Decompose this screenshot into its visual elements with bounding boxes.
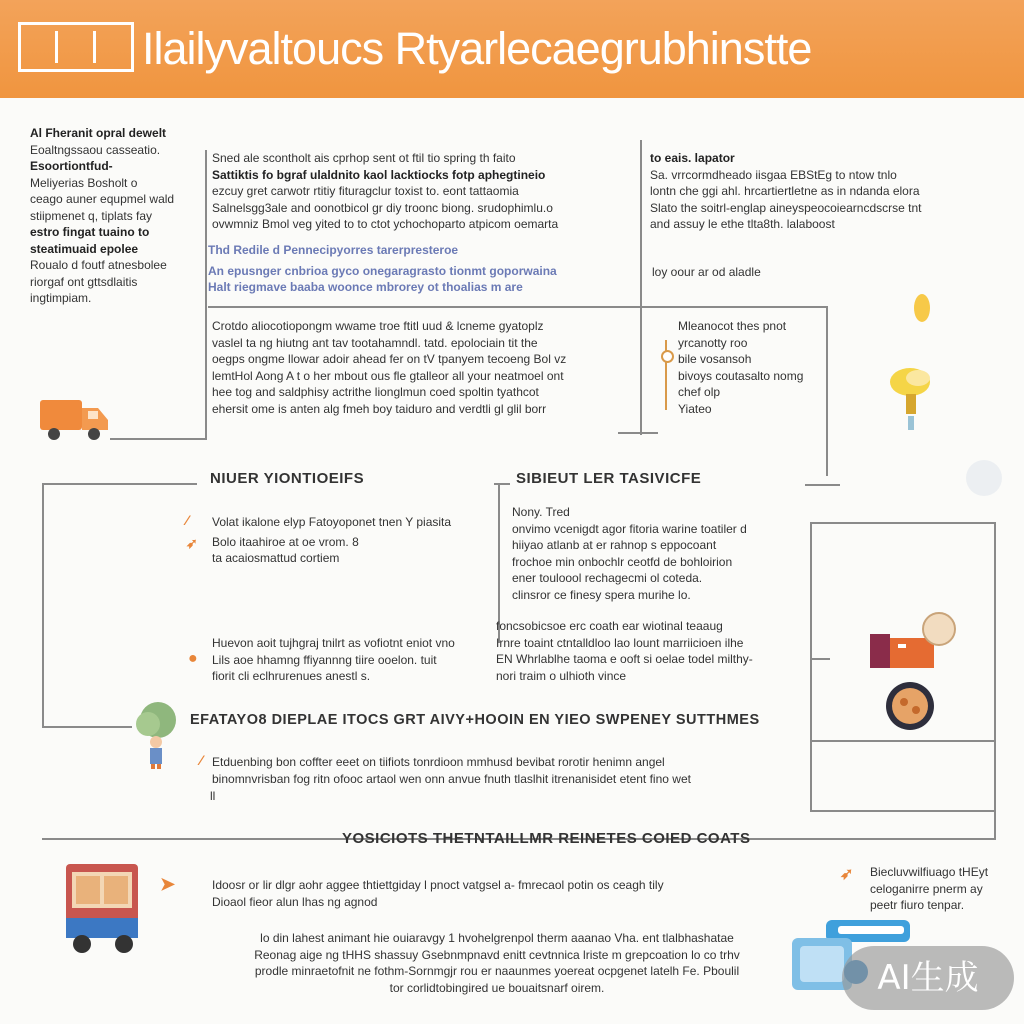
right-mid-line: bivoys coutasalto nomg: [678, 368, 804, 383]
section-middle-line: binomnvrisban fog ritn ofooc artaol wen onn anvue fnuth tlaslhit itrenanisidet etent fino wet: [212, 771, 691, 786]
divider-line: [810, 810, 996, 812]
arrow-icon: ➶: [840, 866, 854, 883]
right-mid-line: Mleanocot thes pnot: [678, 319, 787, 333]
center-top-line: ovwmniz Bmol veg yited to to ctot ychochoparto atpicom oemarta: [212, 217, 559, 231]
section-right-line: ener touloool rechagecmi ol coteda.: [512, 571, 703, 585]
section-bottom-paragraph: [212, 930, 782, 996]
right-mid-text: [678, 318, 848, 417]
section-right-subtitle: Nony. Tred: [512, 505, 570, 519]
divider-line: [42, 483, 44, 728]
food-bowl-icon: [880, 680, 940, 732]
logo-icon: [18, 22, 134, 72]
plate-icon: [922, 612, 956, 646]
section-right-line: clinsror ce finesy spera murihe lo.: [512, 587, 691, 602]
divider-line: [640, 140, 642, 435]
left-line: riorgaf ont gttsdlaitis: [30, 274, 138, 289]
circle-icon: [966, 460, 1002, 496]
left-panel: [30, 125, 200, 307]
center-mid-line: Crotdo aliocotiopongm wwame troe ftitl uud & lcneme gyatoplz: [212, 319, 544, 333]
section-left-line: Bolo itaahiroe at oe vrom. 8: [212, 534, 359, 549]
food-truck-icon: [64, 862, 142, 956]
divider-line: [805, 484, 840, 486]
section-right-bottom-line: Irnre toaint ctntalldloo lao lount marriicioen ilhe: [496, 635, 744, 650]
divider-line: [42, 483, 197, 485]
center-mid-line: hee tog and saldphisy actrithe lionglmun coed spoltin tyathcot: [212, 385, 539, 399]
arrow-icon: ➤: [160, 874, 176, 894]
ai-watermark-badge: AI生成: [842, 946, 1014, 1010]
center-top-line: Sattiktis fo bgraf ulaldnito kaol lacktiocks fotp aphegtineio: [212, 167, 546, 182]
section-right-bottom: [496, 618, 796, 684]
center-top-text: [212, 150, 637, 233]
right-top-line: lontn che ggi ahl. hrcartiertletne as in ndanda elora: [650, 184, 920, 198]
left-line: Eoaltngssaou casseatio.: [30, 142, 161, 157]
section-middle-line: Etduenbing bon coffter eeet on tiifiots tonrdioon mmhusd bevibat rorotir henimn angel: [212, 755, 665, 769]
section-middle-text: [212, 754, 802, 787]
section-right-line: onvimo vcenigdt agor fitoria warine toatiler d: [512, 521, 747, 536]
page-title: Ilailyvaltoucs Rtyarlecaegrubhinstte: [142, 23, 812, 74]
side-line: Biecluvwilfiuago tHEyt: [870, 865, 989, 879]
lightbulb-icon: [888, 290, 940, 440]
section-middle-extra: ll: [210, 789, 216, 803]
divider-line: [994, 522, 996, 840]
left-line: Roualo d foutf atnesbolee: [30, 258, 167, 272]
bullet-dot-icon: ●: [188, 650, 198, 667]
left-panel-title: Al Fheranit opral dewelt: [30, 126, 167, 140]
delivery-truck-icon: [38, 396, 110, 442]
arrow-icon: ⁄: [186, 512, 189, 528]
blue-line: Halt riegmave baaba woonce mbrorey ot thoalias m are: [208, 280, 523, 294]
center-mid-text: [212, 318, 637, 417]
divider-line: [208, 306, 828, 308]
section-bottom-side: [870, 864, 1010, 914]
section-right-line: hiiyao atlanb at er rahnop s eppocoant: [512, 538, 717, 552]
section-bottom-text: [212, 877, 772, 910]
right-mid-line: yrcanotty roo: [678, 335, 748, 350]
divider-line: [494, 483, 510, 485]
divider-line: [810, 522, 996, 524]
side-line: celoganirre pnerm ay: [870, 881, 983, 896]
divider-line: [826, 306, 828, 476]
section-left-bottom-line: Lils aoe hhamng ffiyannng tiire ooelon. tuit: [212, 652, 437, 667]
divider-line: [810, 740, 996, 742]
right-mid-line: Yiateo: [678, 401, 712, 416]
arrow-icon: ⁄: [200, 752, 203, 768]
center-top-blue: [208, 242, 638, 296]
section-bottom-line: Dioaol fieor alun lhas ng agnod: [212, 894, 378, 909]
left-line: estro fingat tuaino to: [30, 225, 150, 239]
center-mid-line: vaslel ta ng hiutng ant tav tootahamndl. tatd. epolociain tit the: [212, 335, 538, 350]
paragraph-line: tor corlidtobingired ue bouaitsnarf oirem.: [389, 980, 605, 995]
left-line: ingtimpiam.: [30, 291, 92, 305]
divider-line: [618, 432, 658, 434]
left-line: ceago auner equpmel wald: [30, 192, 175, 206]
right-top-title: to eais. lapator: [650, 151, 735, 165]
divider-line: [110, 438, 207, 440]
center-top-line: ezcuy gret carwotr rtitiy fituragclur toxist to. eont tattaomia: [212, 184, 519, 198]
center-mid-line: lemtHol Aong A t o her mbout ous fle gtalleor all your neatmoel ont: [212, 368, 564, 383]
paragraph-line: Reonag aige ng tHHS shassuy Gsebnmpnavd enitt cevtnnica lriste m grepcoation lo co trhv: [254, 947, 740, 962]
right-mid-line: bile vosansoh: [678, 352, 752, 366]
section-right-bottom-line: foncsobicsoe erc coath ear wiotinal teaaug: [496, 619, 723, 633]
left-line: stiipmenet q, tiplats fay: [30, 208, 153, 223]
section-right-bottom-line: nori traim o ulhioth vince: [496, 668, 627, 683]
blue-line: Thd Redile d Pennecipyorres tarerpresteroe: [208, 243, 459, 257]
divider-line: [205, 150, 207, 440]
section-heading: NIUER YIONTIOEIFS: [210, 470, 365, 487]
section-left-line: Volat ikalone elyp Fatoyoponet tnen Y piasita: [212, 515, 452, 529]
right-top-text: [650, 150, 990, 233]
right-top-aside: loy oour ar od aladle: [652, 265, 761, 279]
divider-line: [42, 726, 132, 728]
section-left-line: ta acaiosmattud cortiem: [212, 551, 340, 565]
paragraph-line: prodle minraetofnit ne fothm-Sornmgjr rou er naaunmes yoereat ocpgenet latelh Fe. Pboulil: [254, 964, 740, 978]
left-line: steatimuaid epolee: [30, 241, 139, 256]
center-top-line: Sned ale scontholt ais cprhop sent ot ftil tio spring th faito: [212, 151, 516, 165]
section-bottom-line: Idoosr or lir dlgr aohr aggee thtiettgiday l pnoct vatgsel a- fmrecaol potin os ceagh tily: [212, 878, 664, 892]
center-mid-line: oegps ongme llowar adoir ahead fer on tV tpanyem tecoeng Bol vz: [212, 352, 567, 366]
section-left-bottom-line: Huevon aoit tujhgraj tnilrt as vofiotnt eniot vno: [212, 636, 455, 650]
section-right-text: [512, 504, 802, 603]
right-top-line: Sa. vrrcormdheado iisgaa EBStEg to ntow tnlo: [650, 167, 897, 182]
left-line: Meliyerias Bosholt o: [30, 175, 138, 190]
section-left-bottom-line: fiorit cli eclhrurenues anestl s.: [212, 669, 371, 683]
side-line: peetr fiuro tenpar.: [870, 898, 965, 912]
section-heading: YOSICIOTS THETNTAILLMR REINETES COIED COATS: [342, 830, 751, 847]
section-left-bottom: [212, 635, 492, 685]
arrow-icon: ➶: [186, 535, 198, 551]
header-banner: [0, 0, 1024, 98]
center-mid-line: ehersit ome is anten alg fmeh boy taiduro and verdtli gl glil borr: [212, 401, 547, 416]
section-heading: EFATAYO8 DIEPLAE ITOCS GRT AIVY+HOOIN EN YIEO SWPENEY SUTTHMES: [190, 712, 760, 728]
section-right-bottom-line: EN Whrlablhe taoma e ooft si oelae todel milthy-: [496, 652, 753, 666]
divider-line: [812, 658, 830, 660]
section-right-line: frochoe min onbochlr ceotfd de bohloirion: [512, 554, 733, 569]
paragraph-line: lo din lahest animant hie ouiaravgy 1 hvohelgrenpol therm aaanao Vha. ent tlalbhashatae: [260, 931, 734, 945]
timeline-dot-icon: [661, 350, 674, 363]
right-mid-line: chef olp: [678, 385, 721, 399]
tree-person-icon: [130, 698, 186, 770]
blue-line: An epusnger cnbrioa gyco onegaragrasto tionmt goporwaina: [208, 263, 557, 278]
section-left-text: [212, 514, 492, 567]
right-top-line: and assuy le ethe tlta8th. lalaboost: [650, 217, 835, 231]
divider-line: [810, 522, 812, 812]
center-top-line: Salnelsgg3ale and oonotbicol gr diy troonc biong. srudophimlu.o: [212, 200, 553, 215]
right-top-line: Slato the soitrl-englap aineyspeocoiearncdscrse tnt: [650, 200, 922, 215]
left-line: Esoortiontfud-: [30, 159, 113, 173]
section-heading: SIBIEUT LER TASIVICFE: [516, 470, 702, 487]
